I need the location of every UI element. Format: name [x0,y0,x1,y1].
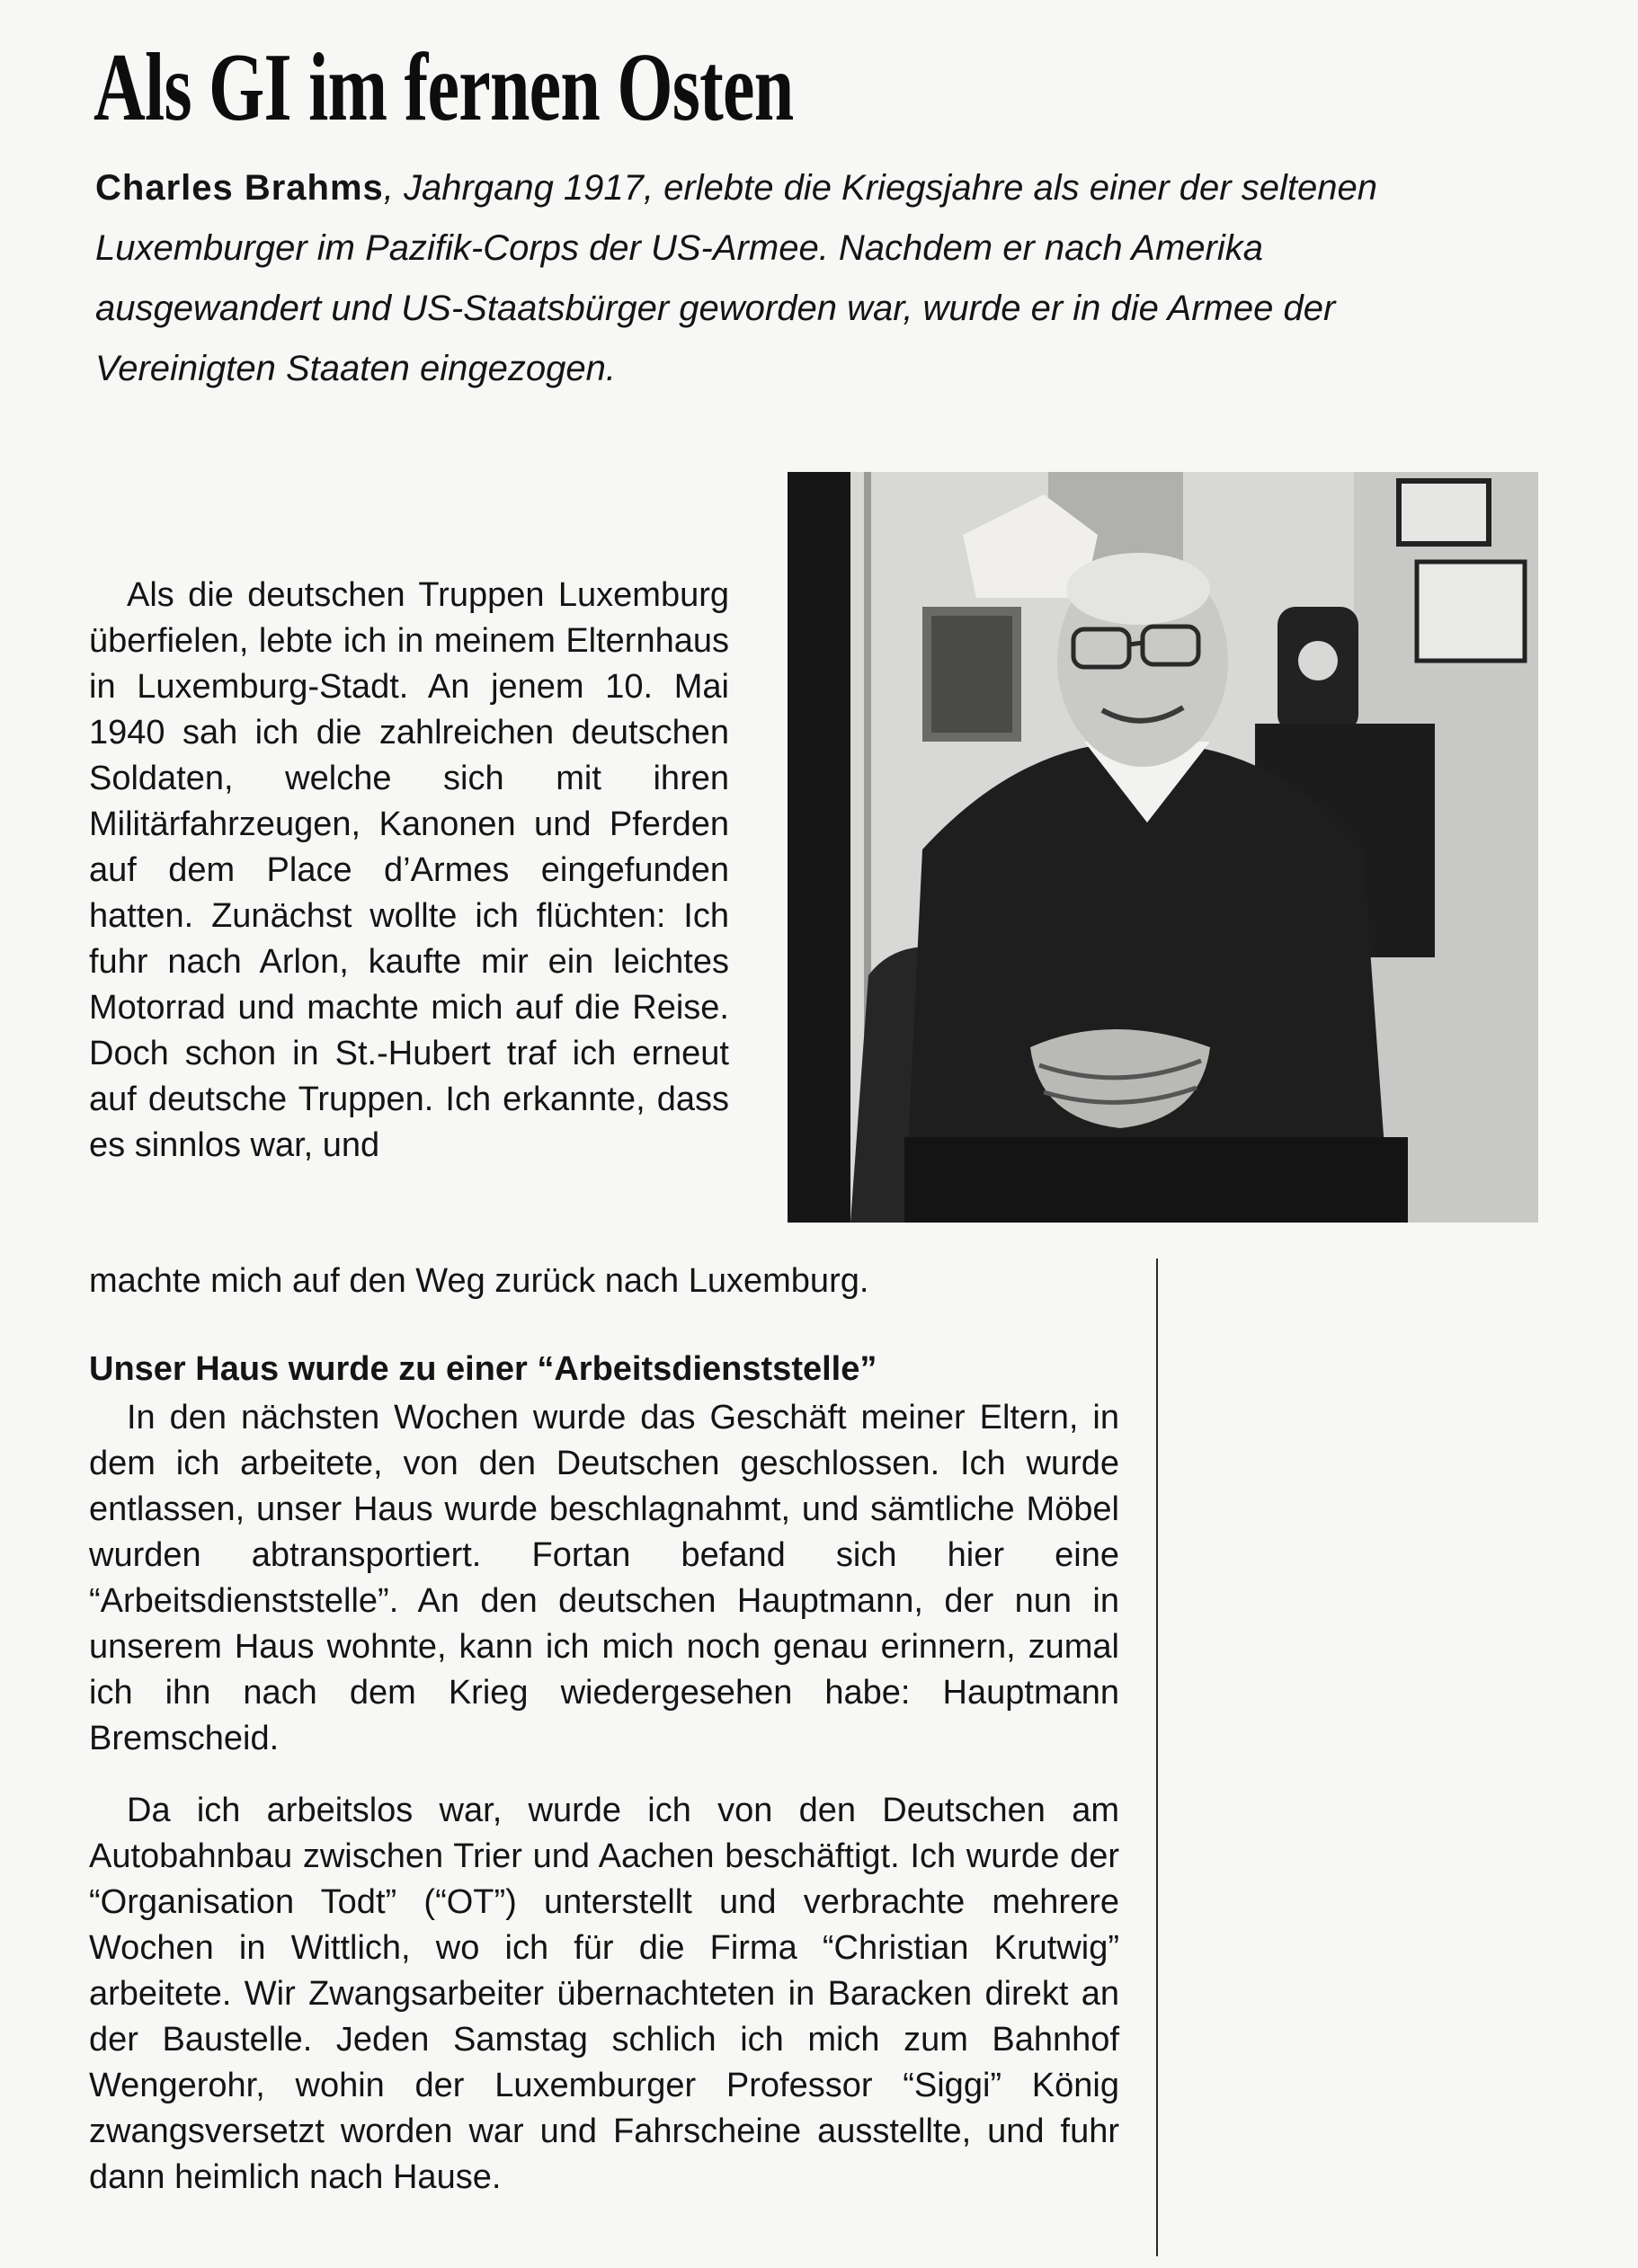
paragraph-3 [89,1788,1119,2201]
paragraph-2 [89,1395,1119,1762]
article-intro [95,158,1462,399]
intro-text: , Jahrgang 1917, erlebte die Kriegsjahre als einer der seltenen Luxemburger im Pazifik-Corps der US-Armee. Nachdem er nach Amerika ausgewandert und US-Staatsbürger geworden war, wurde er in die Armee der Vereinigten Staaten eingezogen. [95,168,1377,388]
column-divider [1156,1259,1158,2256]
paragraph-2-text: In den nächsten Wochen wurde das Geschäft meiner Eltern, in dem ich arbeitete, von den Deutschen geschlossen. Ich wurde entlassen, unser Haus wurde beschlagnahmt, und sämtliche Möbel wurden abtransportiert. Fortan befand sich hier eine “Arbeitsdienststelle”. An den deutschen Hauptmann, der nun in unserem Haus wohnte, kann ich mich noch genau erinnern, zumal ich ihn nach dem Krieg wiedergesehen habe: Hauptmann Bremscheid. [89,1399,1119,1757]
paragraph-1-tail: machte mich auf den Weg zurück nach Luxemburg. [89,1262,869,1300]
section-subheading: Unser Haus wurde zu einer “Arbeitsdienststelle” [89,1350,877,1388]
paragraph-1-column-text: Als die deutschen Truppen Luxemburg überfielen, lebte ich in meinem Elternhaus in Luxemburg-Stadt. An jenem 10. Mai 1940 sah ich die zahlreichen deutschen Soldaten, welche sich mit ihren Militärfahrzeugen, Kanonen und Pferden auf dem Place d’Armes eingefunden hatten. Zunächst wollte ich flüchten: Ich fuhr nach Arlon, kaufte mir ein leichtes Motorrad und machte mich auf die Reise. Doch schon in St.-Hubert traf ich erneut auf deutsche Truppen. Ich erkannte, dass es sinnlos war, und [89,576,729,1164]
article-headline: Als GI im fernen Osten [93,34,794,141]
portrait-photo-illustration [788,472,1538,1223]
paragraph-1-column [89,573,729,1169]
intro-name: Charles Brahms [95,168,384,208]
portrait-photo [788,472,1538,1223]
paragraph-3-text: Da ich arbeitslos war, wurde ich von den Deutschen am Autobahnbau zwischen Trier und Aachen beschäftigt. Ich wurde der “Organisation Todt” (“OT”) unterstellt und verbrachte mehrere Wochen in Wittlich, wo ich für die Firma “Christian Krutwig” arbeitete. Wir Zwangsarbeiter übernachteten in Baracken direkt an der Baustelle. Jeden Samstag schlich ich mich zum Bahnhof Wengerohr, wohin der Luxemburger Professor “Siggi” König zwangsversetzt worden war und Fahrscheine ausstellte, und fuhr dann heimlich nach Hause. [89,1792,1119,2196]
